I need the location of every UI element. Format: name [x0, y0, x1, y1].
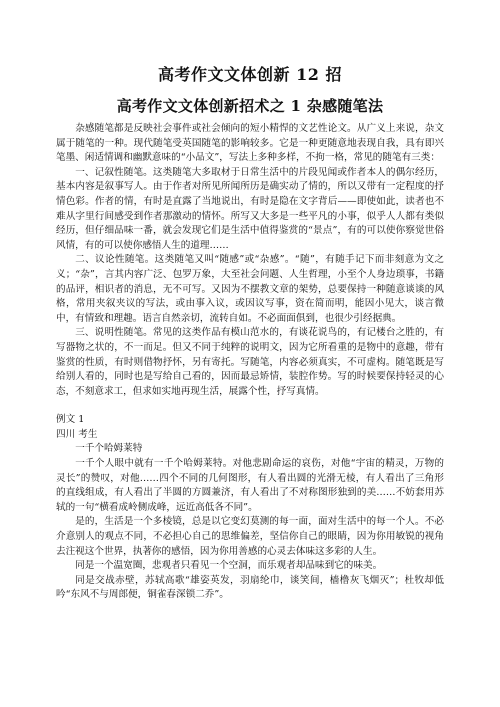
document-subtitle: 高考作文文体创新招术之 1 杂感随笔法: [116, 97, 384, 115]
example-paragraph: 同是一个温宽圈，悲观者只看见一个空洞，而乐观者却品味到它的味美。: [75, 560, 383, 572]
intro-paragraph: 杂感随笔都是反映社会事件或社会倾向的短小精悍的文艺性论文。从广义上来说，杂文属于随笔的一种。现代随笔受英国随笔的影响较多。它是一种更随意地表现自我，具有即兴笔墨、闲适情调和幽默意味的“小品文”，写法上多种多样，不拘一格，常见的随笔有三类：: [56, 123, 444, 164]
expository-essay-paragraph: 三、说明性随笔。常见的这类作品有模山范水的，有谈花说鸟的，有记楼台之胜的，有写器物之状的，不一而足。但又不同于纯粹的说明文，因为它所看重的是物中的意趣，带有鉴赏的性质，有时则借物抒怀，另有寄托。写随笔，内容必须真实，不可虚构。随笔既是写给别人看的，同时也是写给自己看的，因而最忌矫情，装腔作势。写的时候要保持轻灵的心态，不刻意求工，但求如实地再现生活，展露个性，抒写真情。: [56, 327, 444, 397]
example-paragraph: 是的，生活是一个多棱镜，总是以它变幻莫测的每一面，面对生活中的每一个人。不必介意别人的观点不同，不必担心自己的思维偏差，坚信你自己的眼睛，因为你用敏锐的视角去注视这个世界，执著你的感悟，因为你用善感的心灵去体味这多彩的人生。: [56, 516, 444, 557]
example-author: 四川 考生: [56, 428, 98, 440]
example-title: 一千个哈姆莱特: [75, 443, 143, 455]
narrative-essay-paragraph: 一、记叙性随笔。这类随笔大多取材于日常生活中的片段见闻或作者本人的偶尔经历，基本内容是叙事写人。由于作者对所见所闻所历是确实动了情的，所以又带有一定程度的抒情色彩。作者的情，有时是直露了当地说出，有时是隐在文字背后——即使如此，读者也不难从字里行间感受到作者那激动的情怀。所写又大多是一些平凡的小事，似乎人人都有类似经历，但仔细品味一番，就会发现它们是生活中值得鉴赏的“景点”，有的可以使你察觉世俗风情，有的可以使你感悟人生的道理……: [56, 166, 444, 251]
example-paragraph: 一千个人眼中就有一千个哈姆莱特。对他悲剧命运的哀伤，对他“宇宙的精灵，万物的灵长”的赞叹，对他……四个不同的几何图形，有人看出圆的光滑无棱，有人看出了三角形的直线组成，有人看出了半圆的方圆兼济，有人看出了不对称图形独到的美……不妨套用苏轼的一句“横看成岭侧成峰，远近高低各不同”。: [56, 458, 444, 513]
example-label: 例文 1: [56, 414, 85, 426]
document-title: 高考作文文体创新 12 招: [158, 65, 342, 84]
example-paragraph: 同是交战赤壁，苏轼高歌“雄姿英发，羽扇纶巾，谈笑间，樯橹灰飞烟灭”；杜牧却低吟“东风不与周郎便，铜雀春深锁二乔”。: [56, 574, 444, 601]
argumentative-essay-paragraph: 二、议论性随笔。这类随笔又叫“随感”或“杂感”。“随”，有随手记下而非刻意为文之义；“杂”，言其内容广泛、包罗万象，大至社会问题、人生哲理，小至个人身边琐事，书籍的品评，相识者的消息，无不可写。又因为不摆教文章的架势，总要保持一种随意谈谈的风格，常用夹叙夹议的写法，或由事入议，或因议写事，资在简而明，能因小见大，谈言微中，有情致和理趣。语言自然亲切，流转自如。不必面面俱到，也很少引经据典。: [56, 254, 444, 324]
section-gap: [56, 399, 444, 413]
